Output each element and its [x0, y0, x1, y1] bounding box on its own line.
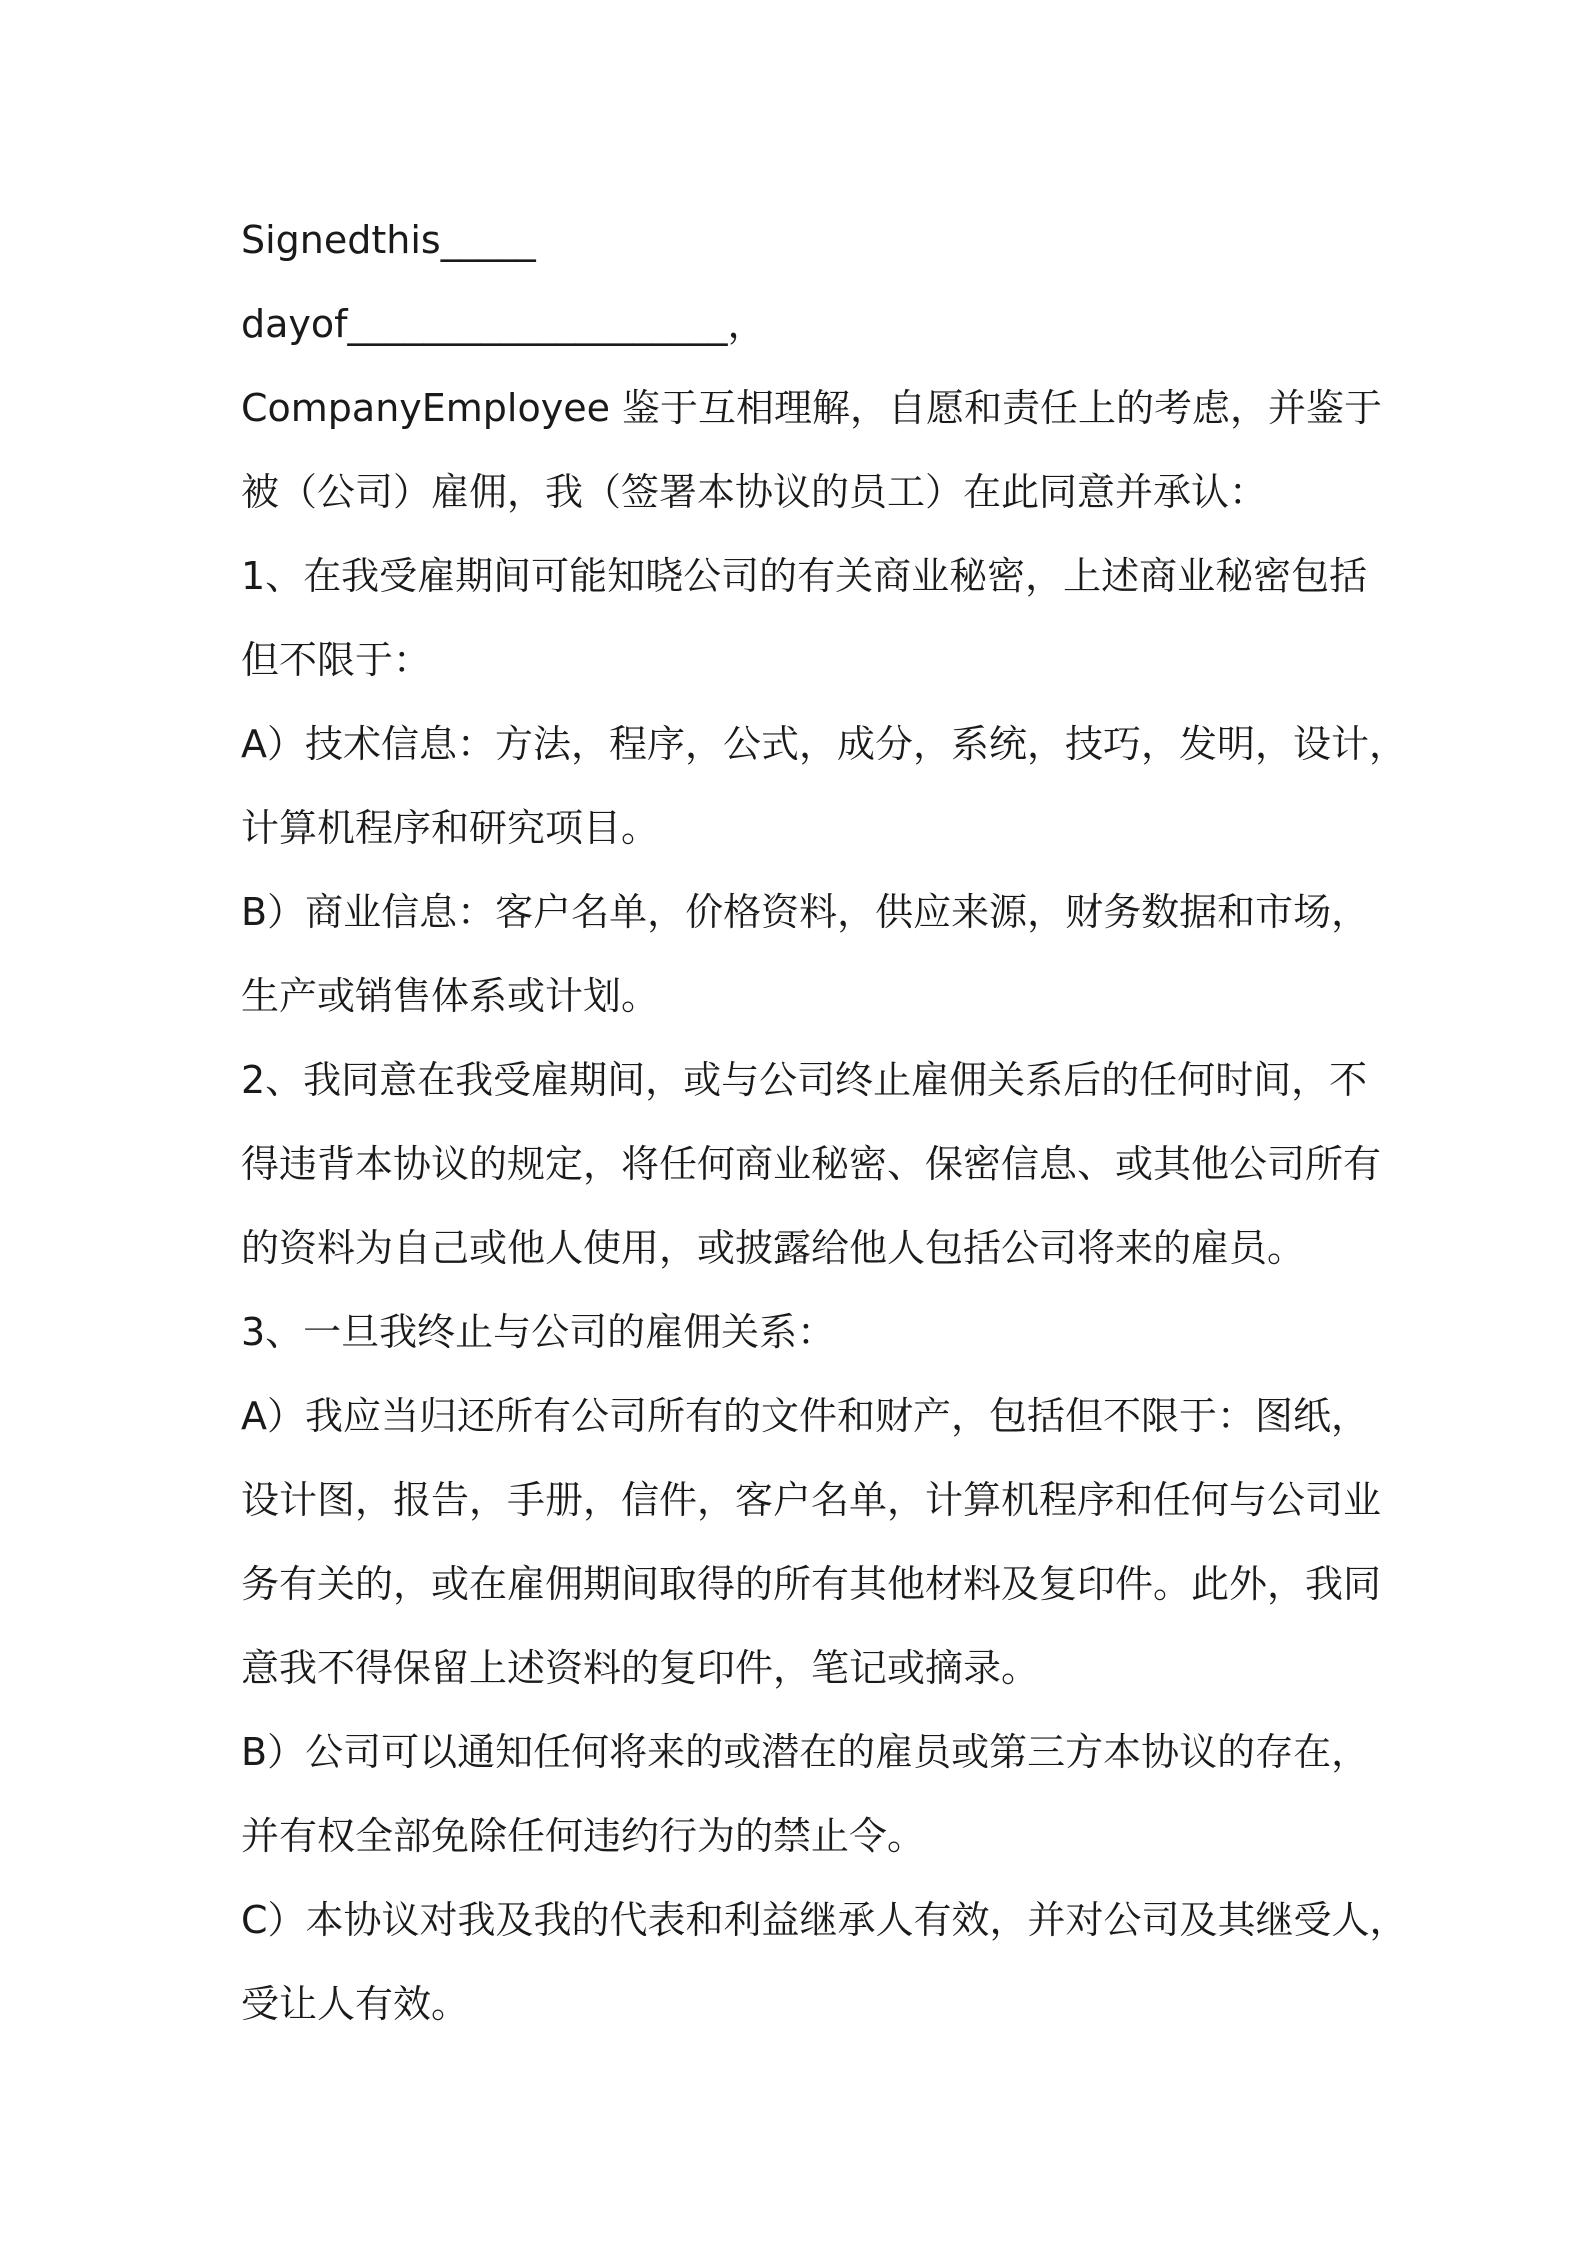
document-body: [241, 198, 1408, 2046]
clause-3c-line: C）本协议对我及我的代表和利益继承人有效，并对公司及其继受人，: [241, 1898, 1408, 1942]
clause-1b-line: B）商业信息：客户名单，价格资料，供应来源，财务数据和市场，: [241, 890, 1370, 934]
paragraph-line: 被（公司）雇佣，我（签署本协议的员工）在此同意并承认：: [241, 470, 1268, 514]
clause-3a-line: 设计图，报告，手册，信件，客户名单，计算机程序和任何与公司业: [241, 1478, 1382, 1522]
clause-1-line: 但不限于：: [241, 638, 432, 682]
paragraph-line: CompanyEmployee 鉴于互相理解，自愿和责任上的考虑，并鉴于: [241, 386, 1383, 430]
clause-2-line: 得违背本协议的规定，将任何商业秘密、保密信息、或其他公司所有: [241, 1142, 1382, 1186]
clause-3b-line: 并有权全部免除任何违约行为的禁止令。: [241, 1814, 926, 1858]
clause-2-line: 的资料为自己或他人使用，或披露给他人包括公司将来的雇员。: [241, 1226, 1306, 1270]
day-of-line: dayof____________________，: [241, 302, 766, 346]
clause-3-line: 3、一旦我终止与公司的雇佣关系：: [241, 1310, 836, 1354]
clause-3a-line: A）我应当归还所有公司所有的文件和财产，包括但不限于：图纸，: [241, 1394, 1369, 1438]
clause-1a-line: A）技术信息：方法，程序，公式，成分，系统，技巧，发明，设计，: [241, 722, 1407, 766]
clause-1b-line: 生产或销售体系或计划。: [241, 974, 660, 1018]
clause-3c-line: 受让人有效。: [241, 1982, 470, 2026]
clause-1-line: 1、在我受雇期间可能知晓公司的有关商业秘密，上述商业秘密包括: [241, 554, 1368, 598]
clause-3b-line: B）公司可以通知任何将来的或潜在的雇员或第三方本协议的存在，: [241, 1730, 1370, 1774]
signed-this-line: Signedthis_____: [241, 218, 536, 262]
clause-2-line: 2、我同意在我受雇期间，或与公司终止雇佣关系后的任何时间，不: [241, 1058, 1368, 1102]
clause-3a-line: 务有关的，或在雇佣期间取得的所有其他材料及复印件。此外，我同: [241, 1562, 1382, 1606]
clause-1a-line: 计算机程序和研究项目。: [241, 806, 660, 850]
clause-3a-line: 意我不得保留上述资料的复印件，笔记或摘录。: [241, 1646, 1040, 1690]
